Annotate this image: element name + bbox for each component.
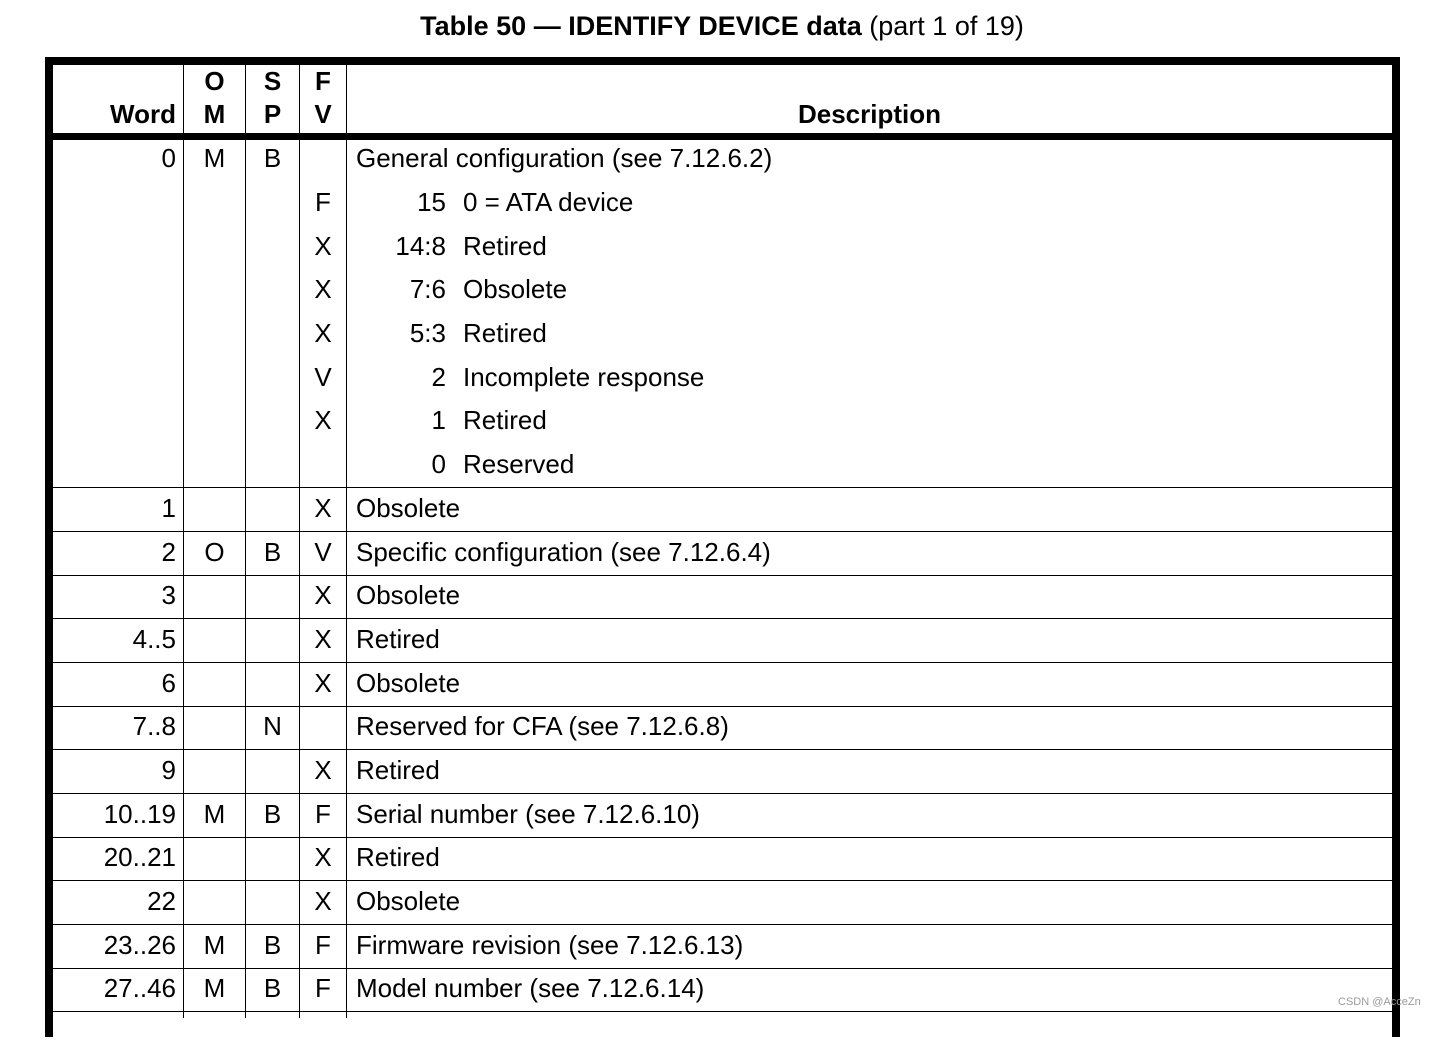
row-divider: [53, 1011, 1392, 1012]
word-cell: 2: [161, 537, 176, 567]
table-caption-part: (part 1 of 19): [869, 11, 1024, 41]
word-cell: 3: [161, 580, 176, 610]
bit-description: 0 = ATA device: [463, 187, 634, 217]
description-cell: Obsolete: [356, 580, 461, 610]
om-cell: M: [203, 930, 226, 960]
description-cell: Obsolete: [356, 668, 461, 698]
row-divider: [53, 531, 1392, 532]
row-divider: [53, 837, 1392, 838]
fv-cell: X: [314, 624, 332, 654]
bit-description: Retired: [463, 318, 547, 348]
row-divider: [53, 749, 1392, 750]
sp-cell: B: [263, 537, 282, 567]
description-cell: Retired: [356, 755, 440, 785]
om-cell: M: [203, 143, 226, 173]
fv-cell: X: [314, 493, 332, 523]
word-cell: 6: [161, 668, 176, 698]
row-divider: [53, 618, 1392, 619]
bit-number: 7:6: [409, 274, 446, 304]
bit-number: 0: [431, 449, 446, 479]
fv-cell: F: [315, 799, 331, 829]
table-caption-title: Table 50 — IDENTIFY DEVICE data: [420, 11, 862, 41]
word-cell: 23..26: [103, 930, 176, 960]
description-cell: Retired: [356, 842, 440, 872]
bit-number: 15: [417, 187, 446, 217]
word-cell: 0: [161, 143, 176, 173]
header-sp-top: S: [263, 66, 282, 96]
description-cell: Model number (see 7.12.6.14): [356, 973, 705, 1003]
bit-description: Reserved: [463, 449, 575, 479]
row-divider: [53, 706, 1392, 707]
sp-cell: N: [263, 711, 282, 741]
table-caption: [0, 8, 1434, 44]
bit-number: 2: [431, 362, 446, 392]
fv-cell: F: [315, 973, 331, 1003]
fv-cell: X: [314, 842, 332, 872]
row-divider: [53, 575, 1392, 576]
row-divider: [53, 487, 1392, 488]
description-cell: Obsolete: [356, 886, 461, 916]
row-divider: [53, 924, 1392, 925]
word-cell: 27..46: [103, 973, 176, 1003]
fv-cell: X: [314, 668, 332, 698]
sp-cell: B: [263, 799, 282, 829]
description-cell: Firmware revision (see 7.12.6.13): [356, 930, 744, 960]
bit-description: Retired: [463, 231, 547, 261]
row-divider: [53, 662, 1392, 663]
fv-cell: V: [314, 537, 332, 567]
header-fv-bottom: V: [314, 99, 332, 129]
fv-cell: X: [314, 886, 332, 916]
fv-cell: X: [314, 755, 332, 785]
word-cell: 20..21: [103, 842, 176, 872]
column-divider: [346, 65, 347, 1018]
om-cell: M: [203, 799, 226, 829]
word-cell: 22: [147, 886, 176, 916]
header-separator: [53, 133, 1392, 140]
row-divider: [53, 968, 1392, 969]
word-cell: 10..19: [103, 799, 176, 829]
row-divider: [53, 793, 1392, 794]
sp-cell: B: [263, 930, 282, 960]
bit-number: 14:8: [395, 231, 446, 261]
header-om-bottom: M: [203, 99, 226, 129]
row-divider: [53, 880, 1392, 881]
header-word: Word: [110, 99, 176, 129]
header-sp-bottom: P: [263, 99, 282, 129]
header-fv-top: F: [315, 66, 331, 96]
bit-fv-cell: X: [314, 405, 332, 435]
sp-cell: B: [263, 143, 282, 173]
fv-cell: X: [314, 580, 332, 610]
header-description: Description: [797, 99, 942, 129]
fv-cell: F: [315, 930, 331, 960]
header-om-top: O: [204, 66, 225, 96]
bit-description: Incomplete response: [463, 362, 705, 392]
bit-description: Retired: [463, 405, 547, 435]
word-cell: 9: [161, 755, 176, 785]
bit-fv-cell: X: [314, 231, 332, 261]
bit-number: 5:3: [409, 318, 446, 348]
description-cell: General configuration (see 7.12.6.2): [356, 143, 773, 173]
description-cell: Reserved for CFA (see 7.12.6.8): [356, 711, 729, 741]
bit-description: Obsolete: [463, 274, 568, 304]
description-cell: Specific configuration (see 7.12.6.4): [356, 537, 771, 567]
sp-cell: B: [263, 973, 282, 1003]
word-cell: 4..5: [132, 624, 176, 654]
om-cell: M: [203, 973, 226, 1003]
word-cell: 7..8: [132, 711, 176, 741]
bit-fv-cell: X: [314, 274, 332, 304]
bit-number: 1: [431, 405, 446, 435]
watermark: CSDN @AcceZn: [1338, 996, 1421, 1008]
bit-fv-cell: X: [314, 318, 332, 348]
description-cell: Serial number (see 7.12.6.10): [356, 799, 700, 829]
bit-fv-cell: F: [315, 187, 331, 217]
word-cell: 1: [161, 493, 176, 523]
description-cell: Retired: [356, 624, 440, 654]
description-cell: Obsolete: [356, 493, 461, 523]
om-cell: O: [204, 537, 225, 567]
bit-fv-cell: V: [314, 362, 332, 392]
